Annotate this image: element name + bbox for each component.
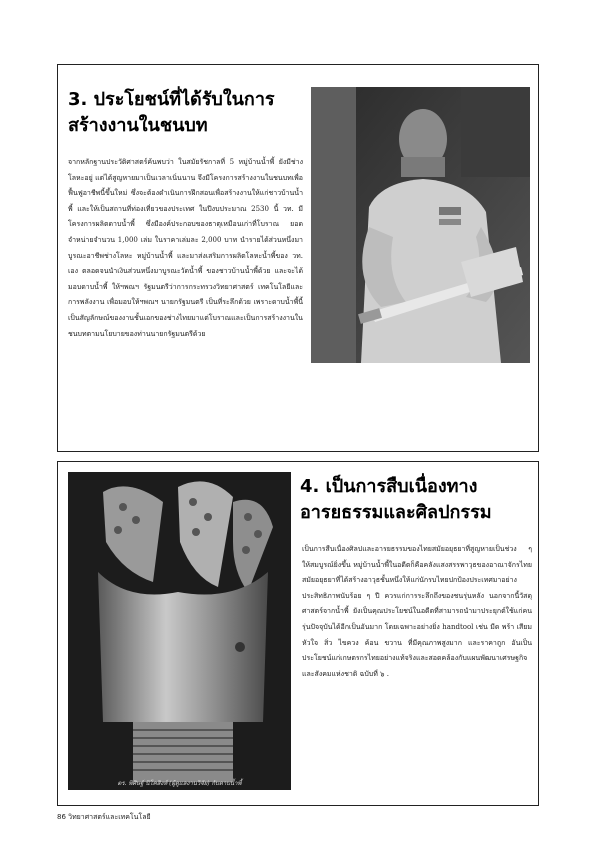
section-3-body: จากหลักฐานประวัติศาสตร์ค้นพบว่า ในสมัยรัชกาลที่ 5 หมู่บ้านน้ำพี้ ยังมีช่างโลหะอยู่ แต่ได้สูญหายมาเป็นเวลาเนิ่นนาน จึงมีโครงการสร้างงานในชนบทเพื่อฟื้นฟูอาชีพนี้ขึ้นใหม่ ซึ่งจะต้องดำเนินการฝึกสอนเพื่อสร้างงานให้แก่ชาวบ้านน้ำพี้ และให้เป็นสถานที่ท่องเที่ยวของประเทศ ในปีงบประมาณ 2530 นี้ วท. มีโครงการผลิตดาบน้ำพี้ ซึ่งมีองค์ประกอบของธาตุเหมือนเก่าที่โบราณ ยอดจำหน่ายจำนวน 1,000 เล่ม ในราคาเล่มละ 2,000 บาท นำรายได้ส่วนหนึ่งมาบูรณะอาชีพช่างโลหะ หมู่บ้านน้ำพี้ และมาส่งเสริมการผลิตโลหะน้ำพี้ของ วท. เอง ตลอดจนนำเงินส่วนหนึ่งมาบูรณะวัดน้ำพี้ ของชาวบ้านน้ำพี้ด้วย และจะได้มอบดาบน้ำพี้ ให้ฯพณฯ รัฐมนตรีว่าการกระทรวงวิทยาศาสตร์ เทคโนโลยีและการพลังงาน เพื่อมอบให้ฯพณฯ นายกรัฐมนตรี เป็นที่ระลึกด้วย เพราะดาบน้ำพี้นี้เป็นสัญลักษณ์ของงานชั้นเอกของช่างไทยมาแต่โบราณและเป็นการสร้างงานในชนบทตามนโยบายของท่านนายกรัฐมนตรีด้วย: [68, 158, 303, 338]
drill-bit-photo: [68, 472, 291, 790]
page-footer: 86 วิทยาศาสตร์และเทคโนโลยี: [57, 813, 151, 821]
section-4-heading: 4. เป็นการสืบเนื่องทางอารยธรรมและศิลปกรรม: [300, 476, 492, 523]
officer-holding-sword-photo: [311, 87, 530, 363]
section-3-heading: 3. ประโยชน์ที่ได้รับในการสร้างงานในชนบท: [68, 89, 275, 136]
section-3-panel: [57, 64, 539, 452]
section-4-panel: [57, 461, 539, 806]
section-4-body: เป็นการสืบเนื่องศิลปและอารยธรรมของไทยสมัยอยุธยาที่สูญหายเป็นช่วง ๆ ให้สมบูรณ์ยิ่งขึ้น หมู่บ้านน้ำพี้ในอดีตก็คือคลังแสงสรรพาวุธของอาณาจักรไทย สมัยอยุธยาที่ได้สร้างอาวุธชั้นหนึ่งให้แก่นักรบไทยปกป้องประเทศมาอย่างประสิทธิภาพนับร้อย ๆ ปี ควรแก่การระลึกถึงของชนรุ่นหลัง นอกจากนี้วัสดุศาสตร์จากน้ำพี้ ยังเป็นคุณประโยชน์ในอดีตที่สามารถนำมาประยุกต์ใช้แก่คนรุ่นปัจจุบันได้อีกเป็นอันมาก โดยเฉพาะอย่างยิ่ง handtool เช่น มีด พร้า เสียม หัวใจ สิ่ว ไขควง ค้อน ขวาน ที่มีคุณภาพสูงมาก และราคาถูก อันเป็นประโยชน์แก่เกษตรกรไทยอย่างแท้จริงและสอดคล้องกับแผนพัฒนาเศรษฐกิจและสังคมแห่งชาติ ฉบับที่ ๖ .: [302, 545, 532, 678]
drill-bit-photo-caption: ดร. พิศิษฐ์ นิโคสิงห์ (ผู้ดูแลงานวิจัย) กับดาบน้ำพี้: [117, 780, 242, 787]
